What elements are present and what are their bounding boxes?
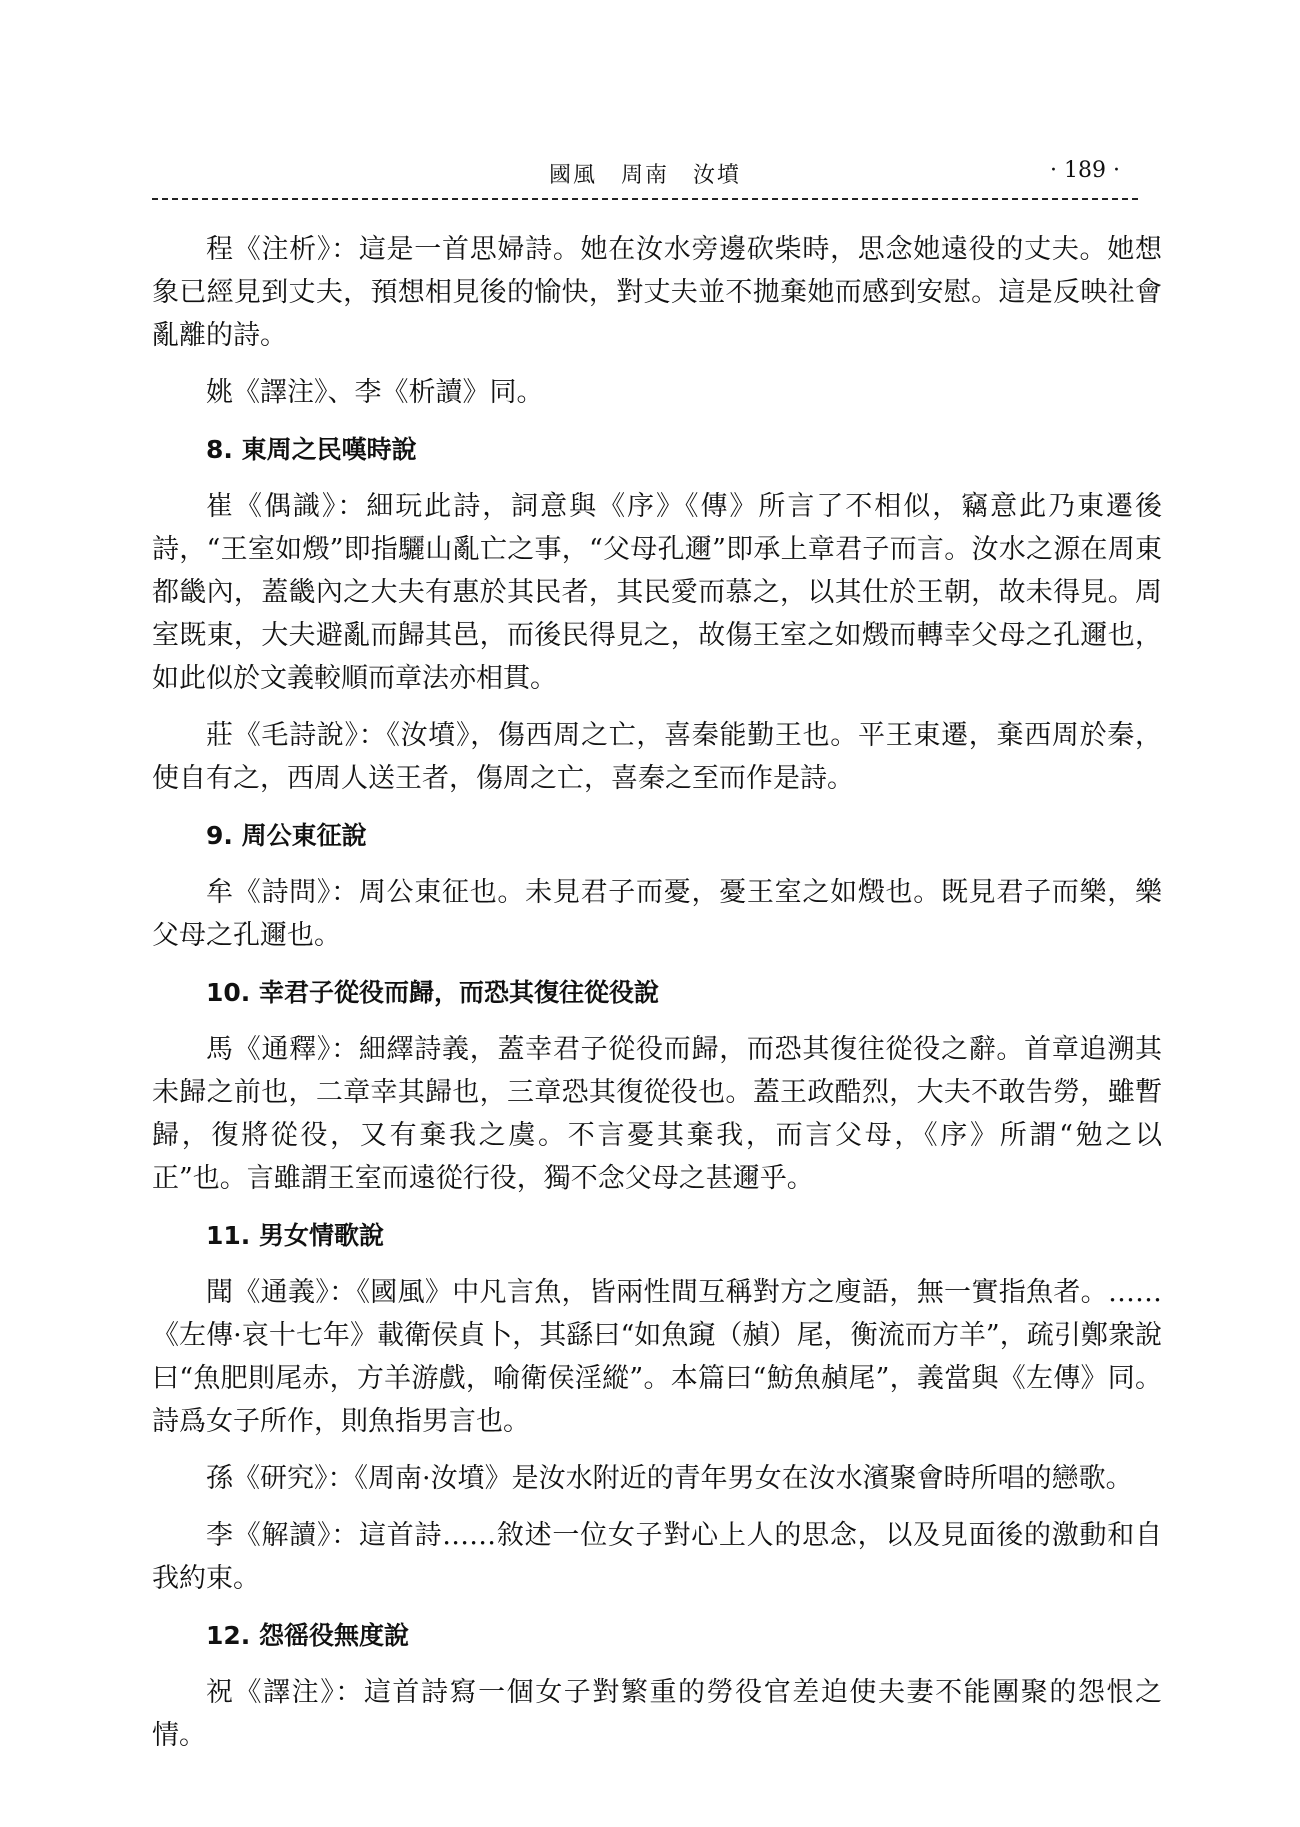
running-header <box>152 158 1138 188</box>
section-heading: 10. 幸君子從役而歸，而恐其復往從役說 <box>206 978 659 1007</box>
paragraph: 祝《譯注》：這首詩寫一個女子對繁重的勞役官差迫使夫妻不能團聚的怨恨之情。 <box>152 1677 1162 1751</box>
paragraph: 牟《詩問》：周公東征也。未見君子而憂，憂王室之如燬也。既見君子而樂，樂父母之孔邇也。 <box>152 877 1162 951</box>
section-heading: 11. 男女情歌說 <box>206 1221 384 1250</box>
page-number: · 189 · <box>1050 158 1120 183</box>
section-heading: 9. 周公東征說 <box>206 821 367 850</box>
paragraph: 李《解讀》：這首詩……敘述一位女子對心上人的思念，以及見面後的激動和自我約束。 <box>152 1520 1162 1594</box>
paragraph: 程《注析》：這是一首思婦詩。她在汝水旁邊砍柴時，思念她遠役的丈夫。她想象已經見到丈夫，預想相見後的愉快，對丈夫並不拋棄她而感到安慰。這是反映社會亂離的詩。 <box>152 234 1162 351</box>
paragraph: 聞《通義》：《國風》中凡言魚，皆兩性間互稱對方之廋語，無一實指魚者。……《左傳·哀十七年》載衛侯貞卜，其繇曰“如魚竀（赬）尾，衡流而方羊”，疏引鄭衆說曰“魚肥則尾赤，方羊游戲，喻衛侯淫縱”。本篇曰“魴魚赬尾”，義當與《左傳》同。詩爲女子所作，則魚指男言也。 <box>152 1277 1162 1437</box>
paragraph: 孫《研究》：《周南·汝墳》是汝水附近的青年男女在汝水濱聚會時所唱的戀歌。 <box>206 1463 1133 1494</box>
paragraph: 崔《偶識》：細玩此詩，詞意與《序》《傳》所言了不相似，竊意此乃東遷後詩，“王室如燬”即指驪山亂亡之事，“父母孔邇”即承上章君子而言。汝水之源在周東都畿內，蓋畿內之大夫有惠於其民者，其民愛而慕之，以其仕於王朝，故未得見。周室既東，大夫避亂而歸其邑，而後民得見之，故傷王室之如燬而轉幸父母之孔邇也，如此似於文義較順而章法亦相貫。 <box>152 491 1162 694</box>
header-rule <box>152 198 1138 202</box>
paragraph: 姚《譯注》、李《析讀》同。 <box>206 377 544 408</box>
section-heading: 8. 東周之民嘆時說 <box>206 435 417 464</box>
paragraph: 莊《毛詩說》：《汝墳》，傷西周之亡，喜秦能勤王也。平王東遷，棄西周於秦，使自有之，西周人送王者，傷周之亡，喜秦之至而作是詩。 <box>152 720 1162 794</box>
paragraph: 馬《通釋》：細繹詩義，蓋幸君子從役而歸，而恐其復往從役之辭。首章追溯其未歸之前也，二章幸其歸也，三章恐其復從役也。蓋王政酷烈，大夫不敢告勞，雖暫歸，復將從役，又有棄我之虞。不言憂其棄我，而言父母，《序》所謂“勉之以正”也。言雖謂王室而遠從行役，獨不念父母之甚邇乎。 <box>152 1034 1162 1194</box>
page-body <box>152 228 1162 1771</box>
running-title: 國風 周南 汝墳 <box>548 163 741 188</box>
section-heading: 12. 怨徭役無度說 <box>206 1621 409 1650</box>
